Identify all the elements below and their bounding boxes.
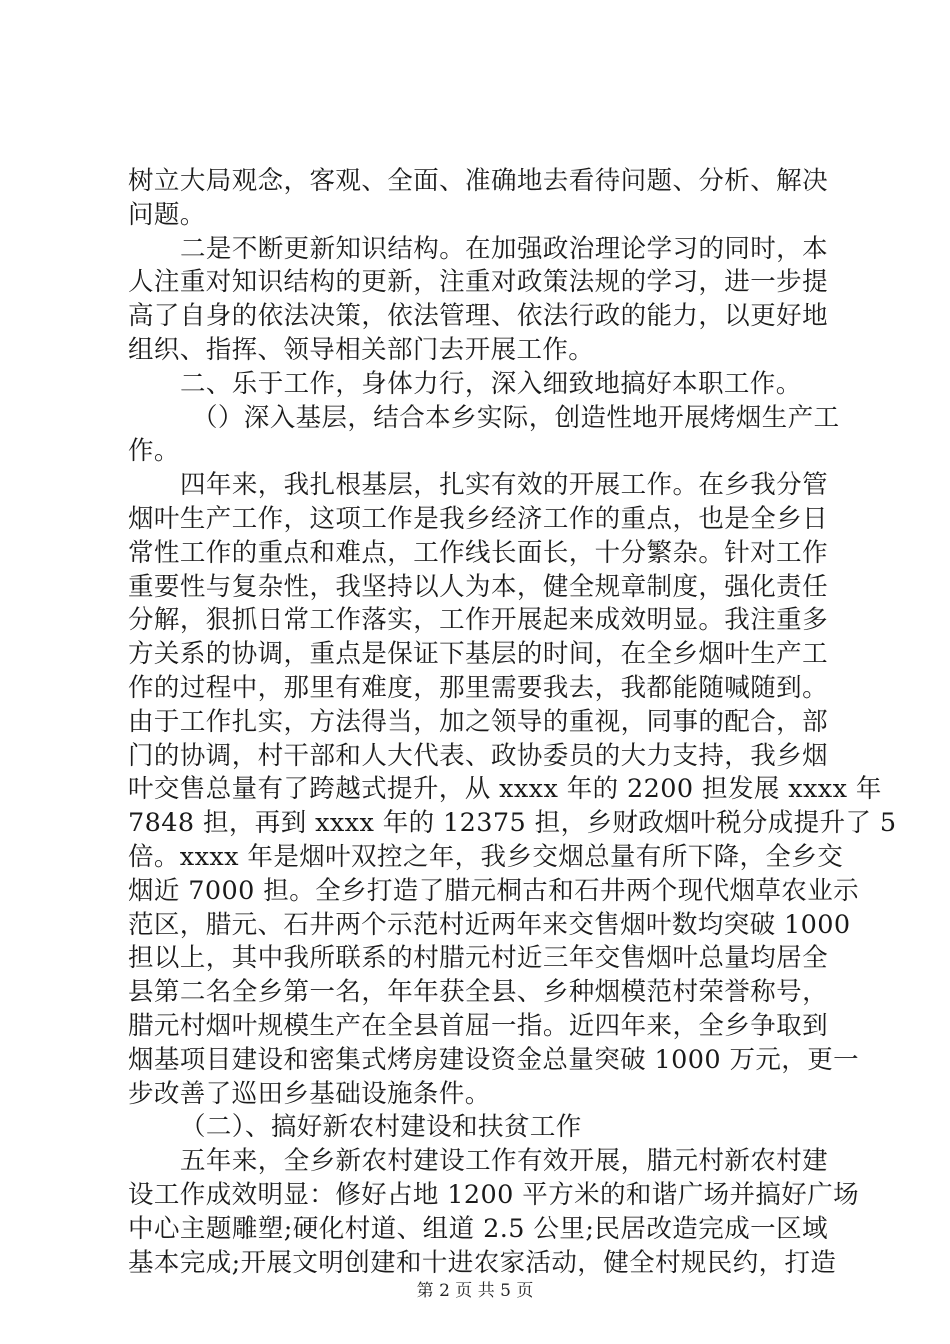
text-line: 由于工作扎实，方法得当，加之领导的重视，同事的配合，部	[128, 706, 828, 737]
text-line: 烟基项目建设和密集式烤房建设资金总量突破 1000 万元，更一	[128, 1044, 860, 1075]
text-line: 人注重对知识结构的更新，注重对政策法规的学习，进一步提	[128, 267, 828, 298]
text-line: 高了自身的依法决策，依法管理、依法行政的能力，以更好地	[128, 301, 828, 332]
page-footer: 第 2 页 共 5 页	[416, 1281, 534, 1301]
text-line: 中心主题雕塑;硬化村道、组道 2.5 公里;民居改造完成一区域	[128, 1213, 828, 1244]
body-text	[128, 165, 897, 1280]
text-line: 五年来，全乡新农村建设工作有效开展，腊元村新农村建	[180, 1146, 828, 1177]
text-line: 腊元村烟叶规模生产在全县首屈一指。近四年来，全乡争取到	[128, 1010, 828, 1041]
text-line: 基本完成;开展文明创建和十进农家活动，健全村规民约，打造	[128, 1247, 837, 1278]
text-line: 树立大局观念，客观、全面、准确地去看待问题、分析、解决	[128, 166, 828, 196]
section-heading: 二、乐于工作，身体力行，深入细致地搞好本职工作。	[180, 368, 802, 399]
text-line: 设工作成效明显：修好占地 1200 平方米的和谐广场并搞好广场	[128, 1179, 860, 1210]
text-line: 分解，狠抓日常工作落实，工作开展起来成效明显。我注重多	[128, 605, 828, 636]
text-line: 作的过程中，那里有难度，那里需要我去，我都能随喊随到。	[128, 672, 828, 703]
text-line: 门的协调，村干部和人大代表、政协委员的大力支持，我乡烟	[128, 740, 828, 771]
text-line: 方关系的协调，重点是保证下基层的时间，在全乡烟叶生产工	[128, 639, 828, 670]
text-line: 常性工作的重点和难点，工作线长面长，十分繁杂。针对工作	[128, 537, 828, 568]
text-line: 烟叶生产工作，这项工作是我乡经济工作的重点，也是全乡日	[128, 503, 828, 534]
text-line: 范区，腊元、石井两个示范村近两年来交售烟叶数均突破 1000	[128, 909, 851, 940]
text-line: 7848 担，再到 xxxx 年的 12375 担，乡财政烟叶税分成提升了 5	[128, 808, 897, 839]
text-line: 组织、指挥、领导相关部门去开展工作。	[128, 334, 595, 365]
text-line: 作。	[128, 436, 180, 467]
text-line: 问题。	[128, 199, 206, 230]
text-line: 县第二名全乡第一名，年年获全县、乡种烟模范村荣誉称号，	[128, 977, 828, 1008]
text-line: 二是不断更新知识结构。在加强政治理论学习的同时，本	[180, 233, 828, 264]
text-line: 步改善了巡田乡基础设施条件。	[128, 1078, 491, 1109]
text-line: 烟近 7000 担。全乡打造了腊元桐古和石井两个现代烟草农业示	[128, 875, 860, 906]
subsection-heading: （二）、搞好新农村建设和扶贫工作	[180, 1112, 582, 1143]
subsection-heading: （）深入基层，结合本乡实际，创造性地开展烤烟生产工	[192, 402, 840, 433]
text-line: 重要性与复杂性，我坚持以人为本，健全规章制度，强化责任	[128, 571, 828, 602]
text-line: 四年来，我扎根基层，扎实有效的开展工作。在乡我分管	[180, 470, 828, 501]
text-line: 叶交售总量有了跨越式提升，从 xxxx 年的 2200 担发展 xxxx 年	[128, 774, 882, 805]
text-line: 担以上，其中我所联系的村腊元村近三年交售烟叶总量均居全	[128, 943, 828, 974]
text-line: 倍。xxxx 年是烟叶双控之年，我乡交烟总量有所下降，全乡交	[128, 841, 844, 872]
